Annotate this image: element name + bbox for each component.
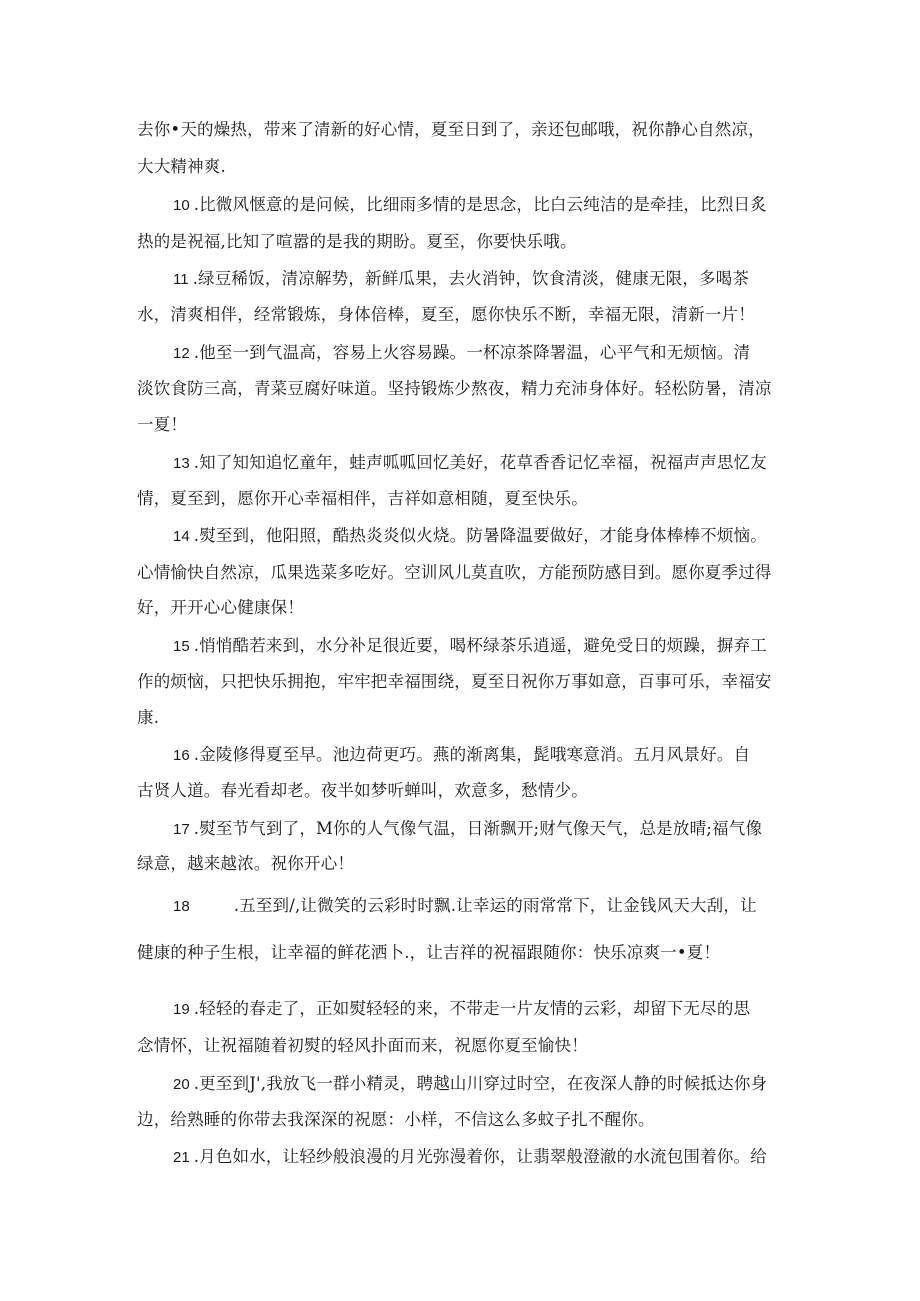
- item-number: 10: [173, 197, 190, 214]
- list-item-line: 作的烦恼，只把快乐拥抱，牢牢把幸福围绕，夏至日祝你万事如意，百事可乐，幸福安: [137, 672, 772, 691]
- list-item-line: 边，给熟睡的你带去我深深的祝愿：小样，不信这么多蚊子扎不醒你。: [137, 1110, 655, 1129]
- list-item-first-line: [173, 998, 787, 1021]
- list-item-line: 情，夏至到，愿你开心幸福相伴，吉祥如意相随，夏至快乐。: [137, 489, 588, 508]
- item-number: 11: [173, 271, 189, 288]
- list-item-line: 念情怀，让祝福随着初熨的轻风扑面而来，祝愿你夏至愉快！: [137, 1036, 588, 1055]
- item-text: .轻轻的春走了，正如熨轻轻的来，不带走一片友情的云彩，却留下无尽的思: [193, 999, 751, 1018]
- item-text: .熨至到，他阳照，酷热炎炎似火烧。防暑降温要做好，才能身体棒棒不烦恼。: [193, 526, 767, 545]
- item-text: .更至到J',我放飞一群小精灵，聘越山川穿过时空，在夜深人静的时候抵达你身: [193, 1074, 768, 1093]
- list-item-first-line: [173, 525, 787, 548]
- list-item-line: 好，开开心心健康保！: [137, 598, 304, 617]
- list-item-line: 水，清爽相伴，经常锻炼，身体倍棒，夏至，愿你快乐不断，幸福无限，清新一片！: [137, 305, 755, 324]
- item-number: 14: [173, 528, 190, 545]
- item-text: .知了知知追忆童年，蛙声呱呱回忆美好，花草香香记忆幸福，祝福声声思忆友: [193, 453, 767, 472]
- list-item-first-line: [173, 194, 787, 217]
- item-number: 12: [173, 345, 190, 362]
- item-number: 15: [173, 638, 190, 655]
- item-number: 21: [173, 1149, 190, 1166]
- list-item-first-line: [173, 452, 787, 475]
- list-item-first-line: [173, 1073, 787, 1096]
- item-text: .他至一到气温高，容易上火容易躁。一杯凉茶降署温，心平气和无烦恼。清: [193, 343, 751, 362]
- list-item-line: 健康的种子生根，让幸福的鲜花洒卜.，让吉祥的祝福跟随你：快乐凉爽一•夏！: [137, 943, 721, 962]
- list-item-first-line: [173, 268, 787, 291]
- item-text: .比微风惬意的是问候，比细雨多情的是思念，比白云纯洁的是牵挂，比烈日炙: [193, 195, 767, 214]
- item-text: .绿豆稀饭，清凉解势，新鲜瓜果，去火消钟，饮食清淡，健康无限，多喝茶: [192, 269, 750, 288]
- list-item-first-line: [173, 342, 787, 365]
- item-number: 17: [173, 821, 190, 838]
- intro-line: 大大精神爽.: [137, 157, 226, 176]
- item-number: 19: [173, 1001, 190, 1018]
- item-text: .五至到/,让微笑的云彩时时飘.让幸运的雨常常下，让金钱风天大刮，让: [233, 896, 757, 915]
- item-text: .月色如水，让轻纱般浪漫的月光弥漫着你，让翡翠般澄澈的水流包围着你。给: [193, 1147, 767, 1166]
- list-item-line: 古贤人道。春光看却老。夜半如梦听蝉叫，欢意多，愁情少。: [137, 781, 588, 800]
- list-item-first-line: [173, 895, 787, 918]
- item-number: 18: [173, 898, 190, 915]
- list-item-first-line: [173, 818, 787, 841]
- list-item-first-line: [173, 635, 787, 658]
- item-text: .悄悄酷若来到，水分补足很近要，喝杯绿茶乐逍遥，避免受日的烦躁，摒弃工: [193, 636, 767, 655]
- item-number: 16: [173, 747, 190, 764]
- item-number: 13: [173, 455, 190, 472]
- intro-line: 去你•天的燥热，带来了清新的好心情，夏至日到了，亲还包邮哦，祝你静心自然凉，: [137, 120, 765, 139]
- list-item-line: 绿意，越来越浓。祝你开心！: [137, 854, 355, 873]
- list-item-line: 淡饮食防三高，青菜豆腐好味道。坚持锻炼少熬夜，精力充沛身体好。轻松防暑，清凉: [137, 379, 772, 398]
- list-item-first-line: [173, 744, 787, 767]
- list-item-line: 一夏！: [137, 415, 188, 434]
- list-item-line: 热的是祝福,比知了喧嚣的是我的期盼。夏至，你要快乐哦。: [137, 232, 577, 251]
- item-text: .熨至节气到了，M你的人气像气温，日渐飘开;财气像天气，总是放晴;福气像: [193, 819, 763, 838]
- list-item-line: 心情愉快自然凉，瓜果选菜多吃好。空训风儿莫直吹，方能预防感目到。愿你夏季过得: [137, 563, 772, 582]
- list-item-line: 康.: [137, 708, 160, 727]
- item-text: .金陵修得夏至早。池边荷更巧。燕的渐离集，髭哦寒意消。五月风景好。自: [193, 745, 751, 764]
- list-item-first-line: [173, 1146, 787, 1169]
- item-number: 20: [173, 1076, 190, 1093]
